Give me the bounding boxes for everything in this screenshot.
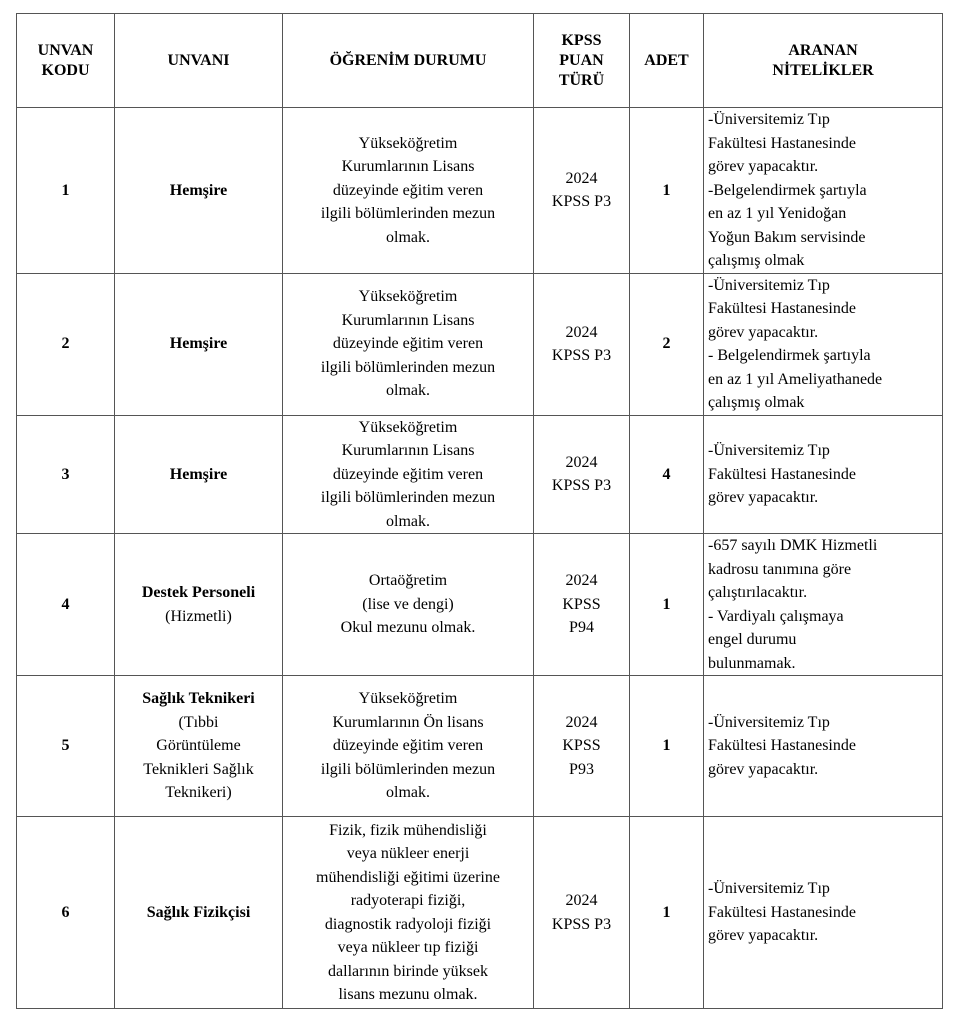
requirements-cell bbox=[704, 415, 943, 534]
count-cell: 2 bbox=[630, 273, 704, 415]
kpss-cell bbox=[534, 676, 630, 817]
requirements-line: Fakültesi Hastanesinde bbox=[708, 465, 856, 483]
table-row bbox=[17, 108, 943, 274]
title_sub-line: Görüntüleme bbox=[156, 737, 241, 755]
header-line: TÜRÜ bbox=[558, 71, 605, 89]
education-line: Yükseköğretim bbox=[358, 288, 458, 306]
education-line: Kurumlarının Lisans bbox=[341, 158, 475, 175]
header-line: ADET bbox=[644, 51, 689, 69]
unvan-code-cell: 6 bbox=[17, 817, 115, 1009]
header-education bbox=[283, 14, 534, 108]
header-line: KPSS bbox=[561, 31, 602, 49]
education-line: Yükseköğretim bbox=[358, 418, 458, 436]
education-line: Yükseköğretim bbox=[358, 134, 458, 152]
education-line: ilgili bölümlerinden mezun bbox=[320, 205, 496, 222]
title-bold: Sağlık Teknikeri bbox=[142, 690, 255, 708]
education-line: olmak. bbox=[386, 382, 430, 400]
education-line: (lise ve dengi) bbox=[362, 595, 454, 613]
header-line: NİTELİKLER bbox=[772, 61, 874, 79]
requirements-line: görev yapacaktır. bbox=[708, 760, 819, 778]
requirements-line: en az 1 yıl Yenidoğan bbox=[708, 205, 847, 222]
education-line: lisans mezunu olmak. bbox=[338, 986, 478, 1003]
education-line: mühendisliği eğitimi üzerine bbox=[316, 868, 500, 886]
requirements-line: Fakültesi Hastanesinde bbox=[708, 300, 856, 317]
education-line: Fizik, fizik mühendisliği bbox=[329, 821, 487, 839]
education-line: Ortaöğretim bbox=[368, 572, 448, 590]
title-bold: Hemşire bbox=[169, 181, 228, 199]
title_sub-line: Teknikleri Sağlık bbox=[143, 760, 254, 778]
education-line: düzeyinde eğitim veren bbox=[332, 181, 484, 199]
education-line: olmak. bbox=[386, 228, 430, 246]
positions-table bbox=[16, 13, 943, 1009]
requirements-line: görev yapacaktır. bbox=[708, 927, 819, 945]
title_sub-line: (Tıbbi bbox=[178, 713, 219, 731]
unvan-title-cell bbox=[115, 534, 283, 676]
education-line: Kurumlarının Ön lisans bbox=[332, 713, 484, 731]
requirements-line: görev yapacaktır. bbox=[708, 158, 819, 175]
education-cell bbox=[283, 676, 534, 817]
header-title bbox=[115, 14, 283, 108]
requirements-line: -Üniversitemiz Tıp bbox=[708, 442, 830, 459]
requirements-line: -Üniversitemiz Tıp bbox=[708, 880, 830, 898]
unvan-title-cell bbox=[115, 817, 283, 1009]
table-row bbox=[17, 676, 943, 817]
kpss-line: 2024 bbox=[565, 453, 598, 471]
requirements-line: Fakültesi Hastanesinde bbox=[708, 903, 856, 921]
requirements-line: -Belgelendirmek şartıyla bbox=[708, 181, 867, 199]
header-line: PUAN bbox=[559, 51, 604, 69]
requirements-line: çalıştırılacaktır. bbox=[708, 584, 808, 601]
kpss-line: 2024 bbox=[565, 713, 598, 731]
header-line: UNVANI bbox=[167, 51, 230, 69]
kpss-cell bbox=[534, 108, 630, 274]
kpss-line: KPSS P3 bbox=[551, 477, 612, 495]
unvan-code-cell: 4 bbox=[17, 534, 115, 676]
unvan-title-cell bbox=[115, 273, 283, 415]
header-kpss bbox=[534, 14, 630, 108]
requirements-line: engel durumu bbox=[708, 631, 797, 648]
unvan-code-cell: 5 bbox=[17, 676, 115, 817]
requirements-cell bbox=[704, 273, 943, 415]
kpss-cell bbox=[534, 415, 630, 534]
kpss-line: KPSS bbox=[562, 737, 601, 755]
requirements-line: -Üniversitemiz Tıp bbox=[708, 713, 830, 731]
title_sub-line: Teknikeri) bbox=[165, 784, 232, 802]
education-line: ilgili bölümlerinden mezun bbox=[320, 760, 496, 778]
education-line: veya nükleer enerji bbox=[346, 845, 470, 862]
requirements-line: - Vardiyalı çalışmaya bbox=[708, 607, 844, 625]
requirements-line: -Üniversitemiz Tıp bbox=[708, 276, 830, 294]
title-bold: Sağlık Fizikçisi bbox=[146, 903, 251, 921]
education-line: Yükseköğretim bbox=[358, 690, 458, 708]
requirements-line: bulunmamak. bbox=[708, 654, 796, 672]
education-cell bbox=[283, 415, 534, 534]
table-row bbox=[17, 817, 943, 1009]
header-line: KODU bbox=[41, 61, 90, 79]
unvan-title-cell bbox=[115, 676, 283, 817]
requirements-cell bbox=[704, 676, 943, 817]
education-line: radyoterapi fiziği, bbox=[350, 892, 466, 909]
unvan-code-cell: 1 bbox=[17, 108, 115, 274]
kpss-cell bbox=[534, 534, 630, 676]
count-cell: 1 bbox=[630, 108, 704, 274]
kpss-line: 2024 bbox=[565, 892, 598, 909]
requirements-line: görev yapacaktır. bbox=[708, 489, 819, 506]
count-cell: 1 bbox=[630, 817, 704, 1009]
table-row bbox=[17, 534, 943, 676]
count-cell: 1 bbox=[630, 534, 704, 676]
kpss-line: KPSS P3 bbox=[551, 915, 612, 933]
education-line: Kurumlarının Lisans bbox=[341, 442, 475, 459]
kpss-line: KPSS P3 bbox=[551, 347, 612, 364]
unvan-title-cell bbox=[115, 108, 283, 274]
header-requirements bbox=[704, 14, 943, 108]
requirements-cell bbox=[704, 817, 943, 1009]
header-code bbox=[17, 14, 115, 108]
requirements-line: en az 1 yıl Ameliyathanede bbox=[708, 370, 883, 388]
requirements-line: -Üniversitemiz Tıp bbox=[708, 111, 830, 128]
requirements-line: görev yapacaktır. bbox=[708, 323, 819, 341]
requirements-line: -657 sayılı DMK Hizmetli bbox=[708, 537, 878, 554]
requirements-line: Fakültesi Hastanesinde bbox=[708, 737, 856, 755]
education-line: düzeyinde eğitim veren bbox=[332, 737, 484, 755]
requirements-cell bbox=[704, 534, 943, 676]
title-bold: Hemşire bbox=[169, 335, 228, 353]
education-line: ilgili bölümlerinden mezun bbox=[320, 489, 496, 506]
education-line: olmak. bbox=[386, 784, 430, 802]
header-line: ÖĞRENİM DURUMU bbox=[329, 51, 487, 69]
requirements-line: çalışmış olmak bbox=[708, 252, 805, 269]
kpss-line: P94 bbox=[569, 619, 594, 637]
table-row bbox=[17, 273, 943, 415]
kpss-line: KPSS bbox=[562, 595, 601, 613]
education-line: olmak. bbox=[386, 512, 430, 530]
education-cell bbox=[283, 534, 534, 676]
requirements-line: kadrosu tanımına göre bbox=[708, 560, 852, 578]
count-cell: 1 bbox=[630, 676, 704, 817]
header-row bbox=[17, 14, 943, 108]
education-line: düzeyinde eğitim veren bbox=[332, 465, 484, 483]
unvan-title-cell bbox=[115, 415, 283, 534]
title_sub-line: (Hizmetli) bbox=[165, 607, 232, 625]
header-line: ARANAN bbox=[788, 41, 858, 59]
kpss-line: KPSS P3 bbox=[551, 193, 612, 211]
education-cell bbox=[283, 108, 534, 274]
education-line: Okul mezunu olmak. bbox=[340, 619, 476, 637]
title-bold: Destek Personeli bbox=[141, 584, 256, 601]
title-bold: Hemşire bbox=[169, 465, 228, 483]
education-cell bbox=[283, 273, 534, 415]
education-line: ilgili bölümlerinden mezun bbox=[320, 358, 496, 376]
requirements-line: çalışmış olmak bbox=[708, 394, 805, 411]
kpss-line: 2024 bbox=[565, 169, 598, 187]
kpss-line: P93 bbox=[569, 760, 594, 778]
header-count bbox=[630, 14, 704, 108]
kpss-line: 2024 bbox=[565, 572, 598, 590]
education-line: veya nükleer tıp fiziği bbox=[337, 939, 479, 956]
requirements-line: - Belgelendirmek şartıyla bbox=[708, 347, 871, 364]
education-line: Kurumlarının Lisans bbox=[341, 311, 475, 329]
unvan-code-cell: 2 bbox=[17, 273, 115, 415]
table-row bbox=[17, 415, 943, 534]
requirements-line: Fakültesi Hastanesinde bbox=[708, 134, 856, 152]
count-cell: 4 bbox=[630, 415, 704, 534]
requirements-line: Yoğun Bakım servisinde bbox=[708, 228, 866, 246]
kpss-cell bbox=[534, 817, 630, 1009]
unvan-code-cell: 3 bbox=[17, 415, 115, 534]
education-line: diagnostik radyoloji fiziği bbox=[324, 915, 492, 933]
header-line: UNVAN bbox=[37, 41, 94, 59]
education-cell bbox=[283, 817, 534, 1009]
kpss-line: 2024 bbox=[565, 323, 598, 341]
education-line: dallarının birinde yüksek bbox=[328, 962, 488, 980]
education-line: düzeyinde eğitim veren bbox=[332, 335, 484, 353]
kpss-cell bbox=[534, 273, 630, 415]
requirements-cell bbox=[704, 108, 943, 274]
